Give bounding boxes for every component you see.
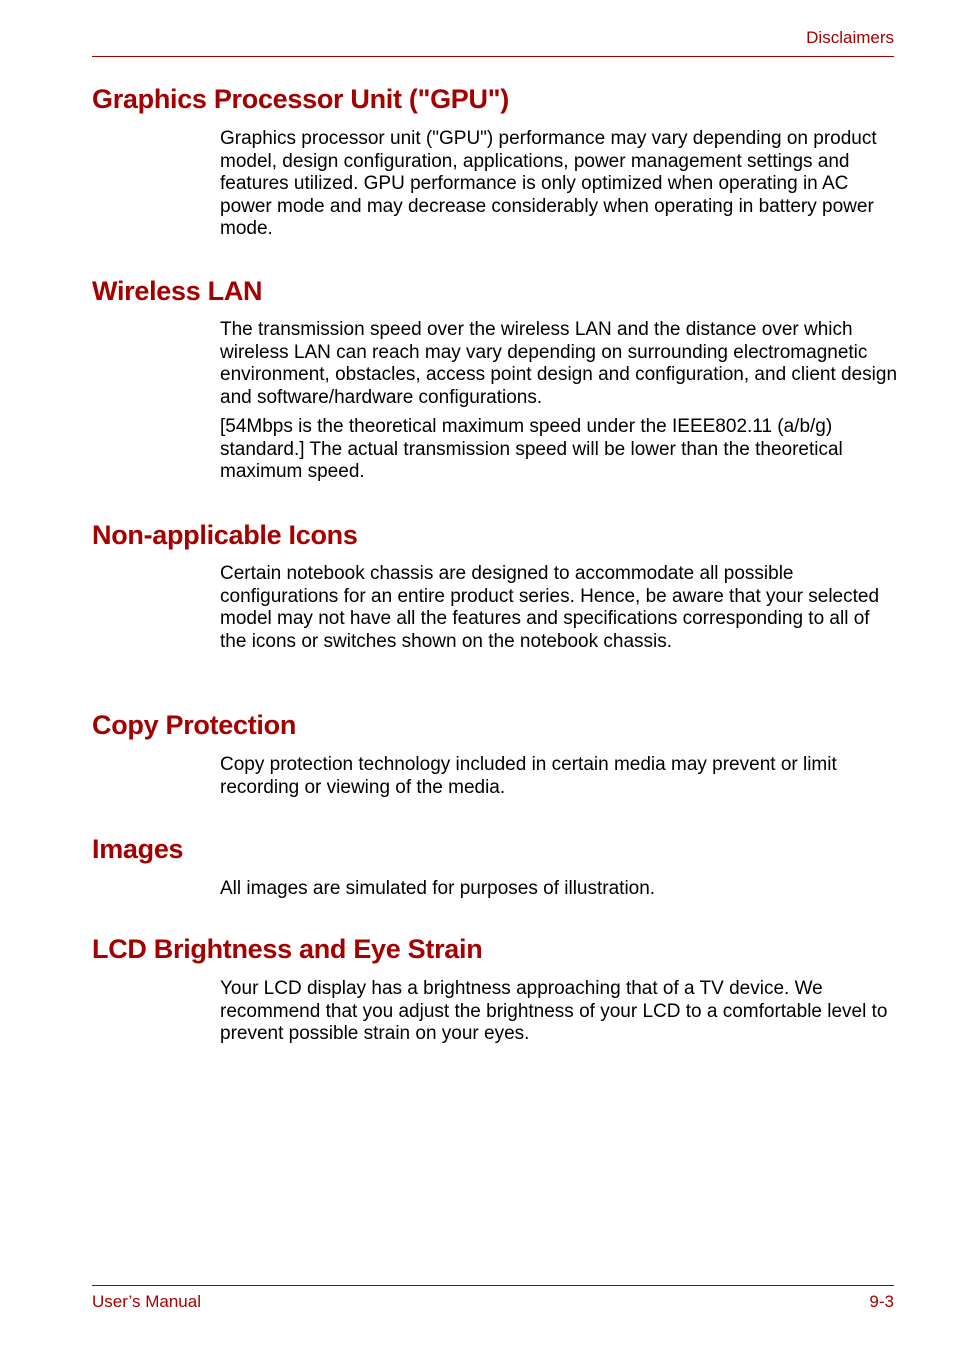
section-paragraph-lcd-brightness: Your LCD display has a brightness approaching that of a TV device. We recommend that you adjust the brightness of your LCD to a comfortable level to prevent possible strain on your eyes. <box>220 978 888 1044</box>
section-heading-wireless-lan: Wireless LAN <box>92 276 263 306</box>
section-heading-lcd-brightness: LCD Brightness and Eye Strain <box>92 934 483 964</box>
page-footer <box>92 1285 894 1316</box>
footer-manual-title: User’s Manual <box>92 1292 201 1311</box>
section-paragraph-copy-protection: Copy protection technology included in certain media may prevent or limit recording or viewing of the media. <box>220 754 837 798</box>
page-header <box>92 26 894 57</box>
section-heading-copy-protection: Copy Protection <box>92 710 297 740</box>
section-paragraph-images: All images are simulated for purposes of illustration. <box>220 878 656 899</box>
section-heading-images: Images <box>92 834 184 864</box>
footer-page-number: 9-3 <box>869 1292 894 1311</box>
section-paragraph-wireless-lan-2: [54Mbps is the theoretical maximum speed under the IEEE802.11 (a/b/g) standard.] The actual transmission speed will be lower than the theoretical maximum speed. <box>220 416 843 482</box>
section-paragraph-gpu: Graphics processor unit ("GPU") performance may vary depending on product model, design configuration, applications, power management settings and features utilized. GPU performance is only optimized when operating in AC power mode and may decrease considerably when operating in battery power mode. <box>220 128 877 239</box>
section-heading-gpu: Graphics Processor Unit ("GPU") <box>92 84 509 114</box>
section-heading-non-applicable-icons: Non-applicable Icons <box>92 520 358 550</box>
header-chapter-title: Disclaimers <box>806 28 894 47</box>
section-paragraph-wireless-lan-1: The transmission speed over the wireless LAN and the distance over which wireless LAN can reach may vary depending on surrounding electromagnetic environment, obstacles, access point design and configuration, and client design and software/hardware configurations. <box>220 319 898 408</box>
section-paragraph-non-applicable-icons: Certain notebook chassis are designed to accommodate all possible configurations for an entire product series. Hence, be aware that your selected model may not have all the features and specifications corresponding to all of the icons or switches shown on the notebook chassis. <box>220 563 880 652</box>
